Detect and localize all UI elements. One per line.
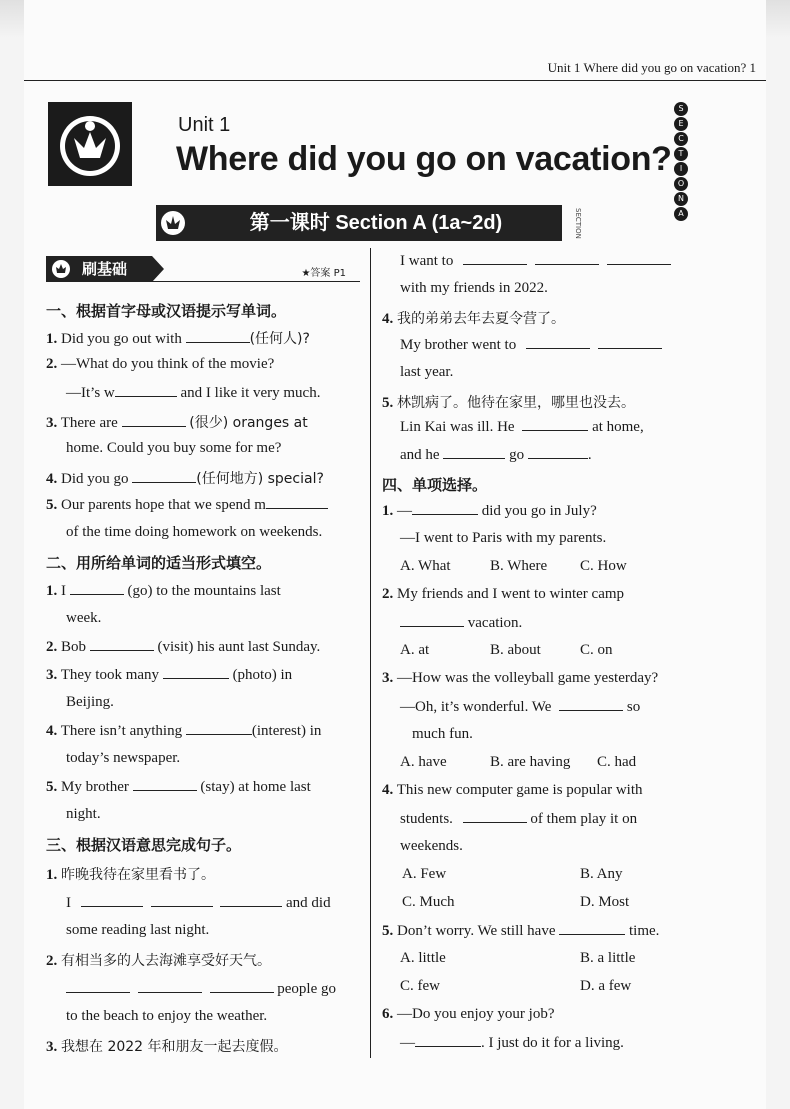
unit-title: Where did you go on vacation? — [176, 140, 672, 178]
question-1-3-line2: home. Could you buy some for me? — [66, 440, 282, 456]
question-4-4-line2: students. of them play it on — [400, 811, 638, 827]
answer-blank[interactable] — [186, 330, 250, 343]
question-3-5-line3: and he go . — [400, 447, 592, 463]
option-a[interactable]: A. Few — [402, 866, 447, 882]
question-3-1: 1. 昨晚我待在家里看书了。 — [46, 867, 215, 883]
question-1-2-line2: —It’s w and I like it very much. — [66, 385, 321, 401]
question-4-5: 5. Don’t worry. We still have time. — [382, 923, 660, 939]
question-4-2-line2: vacation. — [400, 614, 522, 632]
question-3-3: 3. 我想在 2022 年和朋友一起去度假。 — [46, 1039, 288, 1055]
option-a[interactable]: A. What — [400, 558, 451, 574]
option-a[interactable]: A. little — [400, 950, 446, 966]
option-b[interactable]: B. Where — [490, 558, 548, 574]
answer-blank[interactable] — [607, 252, 671, 265]
question-2-5-line2: night. — [66, 806, 101, 822]
option-c[interactable]: C. Much — [402, 894, 455, 910]
section-title: 第一课时 Section A (1a~2d) — [249, 212, 503, 234]
question-4-3-line3: much fun. — [412, 726, 473, 742]
option-b[interactable]: B. are having — [490, 754, 571, 770]
question-3-4-line3: last year. — [400, 364, 454, 380]
side-tabs — [674, 102, 692, 221]
side-tab: T — [674, 147, 688, 161]
running-head-text: Unit 1 Where did you go on vacation? 1 — [547, 60, 756, 75]
question-4-3: 3. —How was the volleyball game yesterday? — [382, 670, 659, 686]
question-3-2-line3: to the beach to enjoy the weather. — [66, 1008, 268, 1024]
question-1-4: 4. Did you go (任何地方) special? — [46, 471, 324, 487]
side-tab: C — [674, 132, 688, 146]
answer-blank[interactable] — [526, 336, 590, 349]
running-head — [24, 56, 766, 81]
unit-logo — [48, 102, 132, 186]
question-2-1-line2: week. — [66, 610, 102, 626]
option-b[interactable]: B. Any — [580, 866, 623, 882]
crown-small-icon — [156, 205, 190, 241]
question-4-3-line2: —Oh, it’s wonderful. We so — [400, 699, 641, 715]
answer-ref: ★答案 P1 — [301, 268, 346, 279]
option-b[interactable]: B. a little — [580, 950, 636, 966]
question-3-2: 2. 有相当多的人去海滩享受好天气。 — [46, 953, 271, 969]
side-tab: E — [674, 117, 688, 131]
answer-blank[interactable] — [138, 980, 202, 993]
section-heading-2: 二、用所给单词的适当形式填空。 — [46, 554, 272, 572]
question-4-2: 2. My friends and I went to winter camp — [382, 586, 625, 602]
answer-blank[interactable] — [400, 614, 464, 627]
side-tab: S — [674, 102, 688, 116]
banner-rule — [46, 281, 360, 282]
question-3-4: 4. 我的弟弟去年去夏令营了。 — [382, 311, 565, 327]
crown-banner-icon — [50, 259, 72, 279]
banner-tip — [152, 256, 164, 282]
section-heading-1: 一、根据首字母或汉语提示写单词。 — [46, 302, 287, 320]
answer-blank[interactable] — [463, 810, 527, 823]
question-2-3: 3. They took many (photo) in — [46, 667, 293, 683]
question-4-4: 4. This new computer game is popular with — [382, 782, 643, 798]
side-tab: I — [674, 162, 688, 176]
answer-blank[interactable] — [151, 894, 213, 907]
answer-blank[interactable] — [163, 666, 229, 679]
question-3-1-line2: I and did — [66, 895, 331, 911]
answer-blank[interactable] — [81, 894, 143, 907]
answer-blank[interactable] — [115, 384, 177, 397]
option-c[interactable]: C. How — [580, 558, 627, 574]
side-tab: N — [674, 192, 688, 206]
answer-blank[interactable] — [122, 414, 186, 427]
answer-blank[interactable] — [66, 980, 130, 993]
question-1-2: 2. —What do you think of the movie? — [46, 356, 275, 372]
answer-blank[interactable] — [443, 446, 505, 459]
option-d[interactable]: D. Most — [580, 894, 630, 910]
answer-blank[interactable] — [522, 418, 588, 431]
option-c[interactable]: C. on — [580, 642, 613, 658]
option-a[interactable]: A. at — [400, 642, 430, 658]
answer-blank[interactable] — [412, 502, 478, 515]
question-1-5-line2: of the time doing homework on weekends. — [66, 524, 323, 540]
question-1-5: 5. Our parents hope that we spend m — [46, 496, 328, 514]
section-heading-4: 四、单项选择。 — [382, 476, 488, 494]
answer-blank[interactable] — [220, 894, 282, 907]
answer-blank[interactable] — [535, 252, 599, 265]
option-c[interactable]: C. had — [597, 754, 637, 770]
answer-blank[interactable] — [528, 446, 588, 459]
answer-blank[interactable] — [70, 582, 124, 595]
question-4-4-line3: weekends. — [400, 838, 463, 854]
option-c[interactable]: C. few — [400, 978, 440, 994]
question-2-4: 4. There isn’t anything (interest) in — [46, 723, 322, 739]
answer-blank[interactable] — [133, 778, 197, 791]
question-2-3-line2: Beijing. — [66, 694, 114, 710]
answer-blank[interactable] — [90, 638, 154, 651]
banner-title: 刷基础 — [46, 256, 152, 282]
question-3-4-line2: My brother went to — [400, 336, 662, 354]
option-d[interactable]: D. a few — [580, 978, 632, 994]
answer-blank[interactable] — [186, 722, 252, 735]
unit-label: Unit 1 — [178, 114, 231, 136]
question-2-2: 2. Bob (visit) his aunt last Sunday. — [46, 639, 321, 655]
question-1-1: 1. Did you go out with (任何人)? — [46, 331, 310, 347]
question-4-1: 1. — did you go in July? — [382, 503, 597, 519]
question-3-5: 5. 林凯病了。他待在家里，哪里也没去。 — [382, 395, 635, 411]
practice-banner — [46, 256, 360, 282]
question-3-2-line2: people go — [66, 980, 336, 998]
answer-blank[interactable] — [132, 470, 196, 483]
option-a[interactable]: A. have — [400, 754, 447, 770]
question-2-5: 5. My brother (stay) at home last — [46, 779, 311, 795]
section-heading-3: 三、根据汉语意思完成句子。 — [46, 836, 242, 854]
crown-icon — [54, 108, 126, 180]
section-title-bar — [190, 205, 562, 241]
section-side-text: SECTION — [574, 208, 582, 239]
answer-blank[interactable] — [559, 698, 623, 711]
answer-blank[interactable] — [415, 1034, 481, 1047]
answer-blank[interactable] — [598, 336, 662, 349]
question-3-1-line3: some reading last night. — [66, 922, 210, 938]
answer-blank[interactable] — [463, 252, 527, 265]
answer-blank[interactable] — [559, 922, 625, 935]
question-4-6: 6. —Do you enjoy your job? — [382, 1006, 555, 1022]
question-4-6-line2: — . I just do it for a living. — [400, 1035, 624, 1051]
question-1-3: 3. There are (很少) oranges at — [46, 415, 308, 431]
section-logo — [156, 205, 190, 241]
question-3-3-line2: I want to — [400, 252, 671, 270]
side-tab: O — [674, 177, 688, 191]
option-b[interactable]: B. about — [490, 642, 541, 658]
column-divider — [370, 248, 371, 1058]
question-2-4-line2: today’s newspaper. — [66, 750, 181, 766]
question-2-1: 1. I (go) to the mountains last — [46, 583, 281, 599]
side-tab: A — [674, 207, 688, 221]
answer-blank[interactable] — [266, 496, 328, 509]
question-3-5-line2: Lin Kai was ill. He at home, — [400, 419, 644, 435]
question-4-1-line2: —I went to Paris with my parents. — [400, 530, 607, 546]
answer-blank[interactable] — [210, 980, 274, 993]
question-3-3-line3: with my friends in 2022. — [400, 280, 548, 296]
